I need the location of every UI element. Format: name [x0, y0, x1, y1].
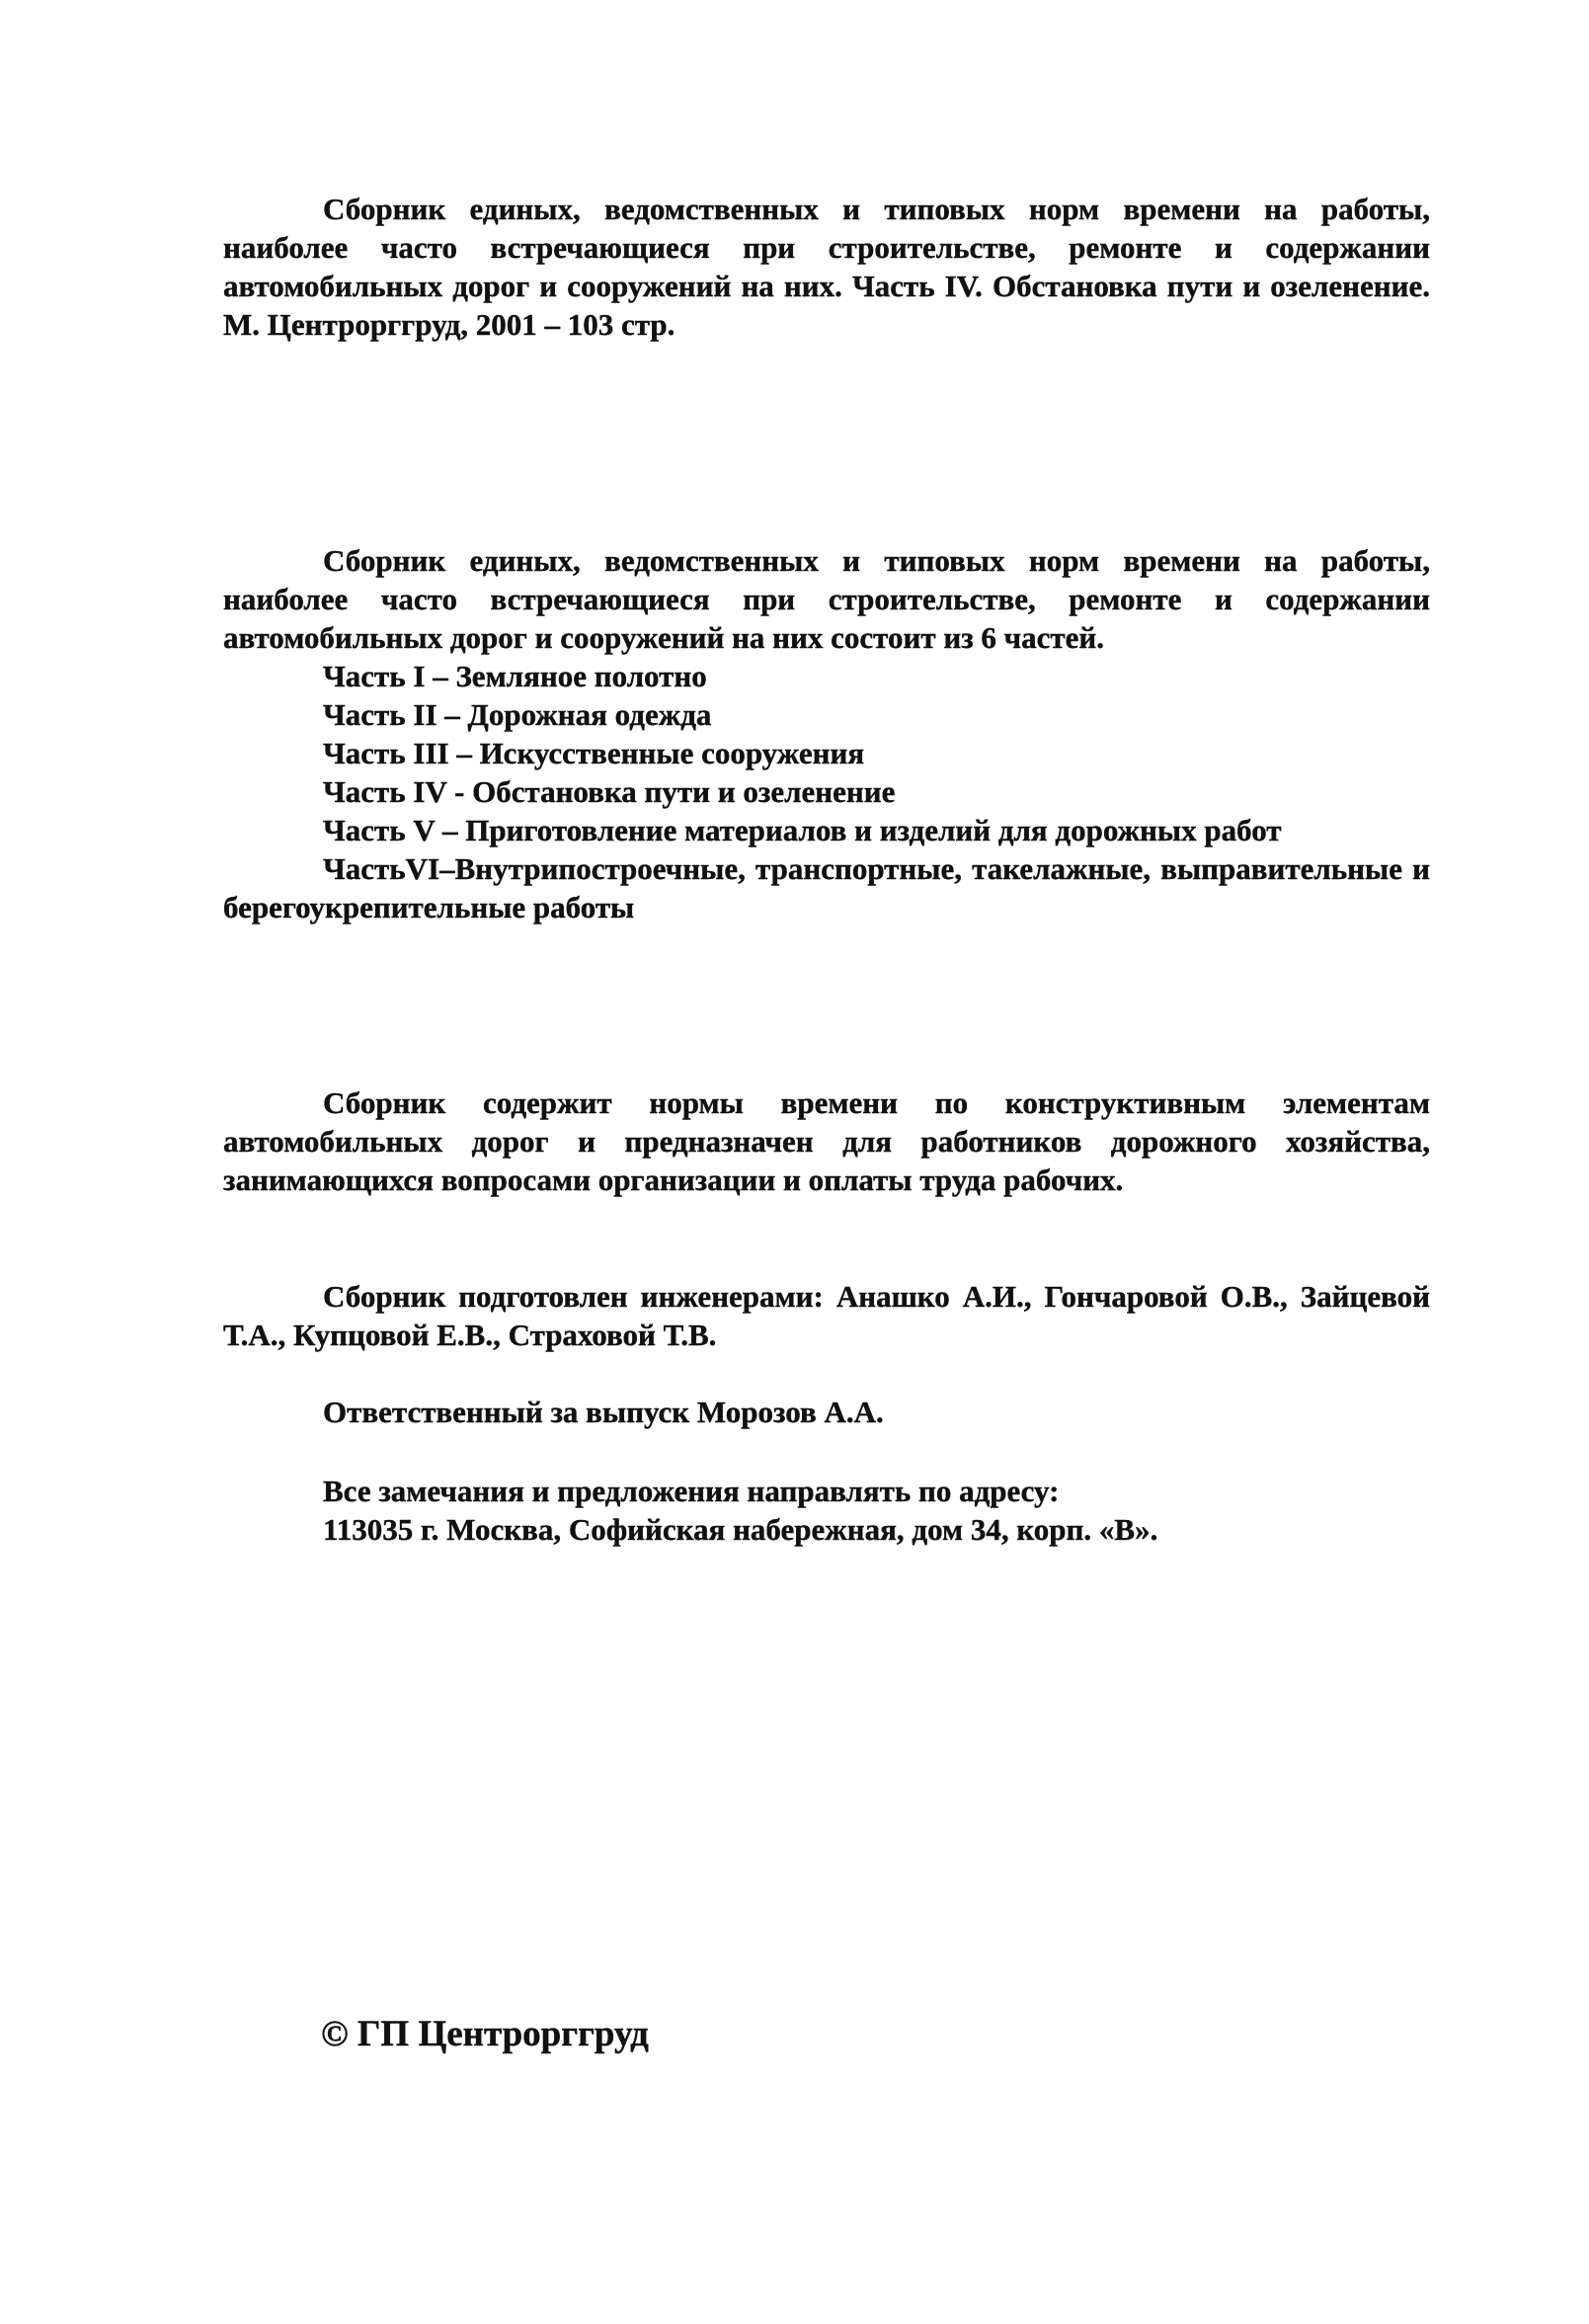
- bibliography-block: [223, 190, 1430, 344]
- bibliography-paragraph: Сборник единых, ведомственных и типовых норм времени на работы, наиболее часто встречающиеся при строительстве, ремонте и содержании автомобильных дорог и сооружений на них. Часть IV. Обстановка пути и озеленение. М. Центрорггруд, 2001 – 103 стр.: [223, 192, 1430, 342]
- authors-block: [223, 1277, 1430, 1354]
- address-line-2: 113035 г. Москва, Софийская набережная, дом 34, корп. «В».: [323, 1512, 1158, 1547]
- address-line-1: Все замечания и предложения направлять по адресу:: [323, 1474, 1060, 1508]
- responsible-block: [223, 1393, 1430, 1431]
- authors-paragraph: Сборник подготовлен инженерами: Анашко А.И., Гончаровой О.В., Зайцевой Т.А., Купцовой Е.В., Страховой Т.В.: [223, 1279, 1430, 1352]
- responsible-line: Ответственный за выпуск Морозов А.А.: [323, 1395, 884, 1429]
- part-item-2: Часть II – Дорожная одежда: [323, 697, 712, 732]
- contents-paragraph: Сборник содержит нормы времени по конструктивным элементам автомобильных дорог и предназначен для работников дорожного хозяйства, занимающихся вопросами организации и оплаты труда рабочих.: [223, 1085, 1430, 1197]
- parts-block: [223, 541, 1430, 926]
- contents-block: [223, 1083, 1430, 1199]
- part-item-3: Часть III – Искусственные сооружения: [323, 736, 865, 770]
- address-block: [223, 1472, 1430, 1549]
- part-item-5: Часть V – Приготовление материалов и изделий для дорожных работ: [323, 813, 1282, 847]
- copyright-notice: © ГП Центрорггруд: [321, 2014, 649, 2054]
- part-item-4: Часть IV - Обстановка пути и озеленение: [323, 774, 896, 809]
- part-item-1: Часть I – Земляное полотно: [323, 659, 707, 693]
- parts-intro-paragraph: Сборник единых, ведомственных и типовых норм времени на работы, наиболее часто встречающиеся при строительстве, ремонте и содержании автомобильных дорог и сооружений на них состоит из 6 частей.: [223, 543, 1430, 655]
- part-item-6: ЧастьVI–Внутрипостроечные, транспортные, такелажные, выправительные и берегоукрепительные работы: [223, 851, 1430, 924]
